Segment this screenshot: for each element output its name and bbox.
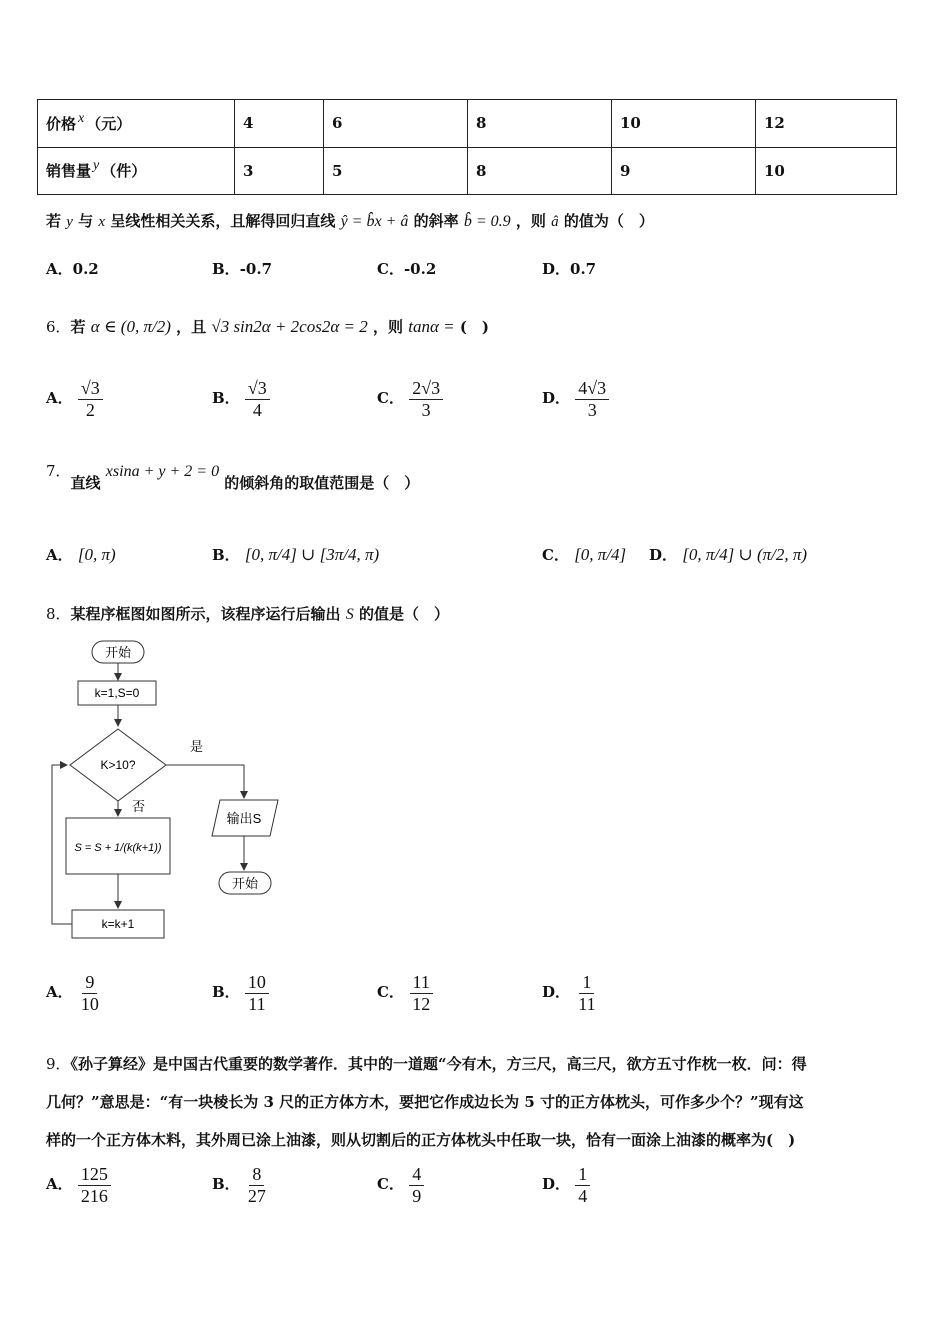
flow-no-label: 否: [132, 799, 146, 814]
row-header-sales: 销售量 y （件）: [38, 147, 235, 195]
table-cell: 8: [468, 147, 612, 195]
row-header-price: 价格 x （元）: [38, 100, 235, 148]
flow-start-label: 开始: [104, 645, 132, 660]
q9-option-b: B． $\frac{8}{27}$: [212, 1164, 266, 1206]
flow-yes-label: 是: [190, 739, 204, 754]
flow-increment-label: k=k+1: [101, 917, 135, 931]
table-cell: 12: [756, 100, 897, 148]
table-cell: 4: [235, 100, 324, 148]
flow-init-label: k=1,S=0: [94, 686, 140, 700]
q9-option-a: A． $\frac{125}{216}$: [46, 1164, 111, 1206]
table-cell: 10: [612, 100, 756, 148]
flow-decision-label: K>10?: [100, 758, 136, 772]
q7-stem: 7．直线 xsina + y + 2 = 0 的倾斜角的取值范围是（ ）: [46, 462, 420, 492]
table-cell: 5: [324, 147, 468, 195]
q9-stem: 9．《孙子算经》是中国古代重要的数学著作．其中的一道题“今有木，方三尺，高三尺，欲方五寸作枕一枚．问：得 几何？”意思是：“有一块棱长为 3 尺的正方体方木，要把它作成边长为 5 寸的正方体枕头，可作多少个？”现有这 样的一个正方体木料，其外周已涂上油漆，则从切割后的正方体枕头中任取一块，恰有一面涂上油漆的概率为( ): [46, 1055, 807, 1149]
flow-assign-label: S = S + 1/(k(k+1)): [74, 842, 162, 854]
q5-option-a: A．0.2: [46, 260, 99, 278]
q7-option-b: B． [0, π/4] ∪ [3π/4, π): [212, 545, 380, 564]
q5-option-c: C．-0.2: [377, 260, 437, 278]
q7-option-a: A． [0, π): [46, 545, 116, 564]
q8-option-c: C． $\frac{11}{12}$: [377, 972, 433, 1014]
q8-option-d: D． $\frac{1}{11}$: [542, 972, 596, 1014]
q6-option-d: D． $\frac{4√3}{3}$: [542, 378, 609, 420]
q5-stem: 若 y 与 x 呈线性相关关系，且解得回归直线 ŷ = b̂x + â 的斜率 b̂ = 0.9 ，则 â 的值为（ ）: [46, 212, 654, 230]
q7-option-d: D． [0, π/4] ∪ (π/2, π): [649, 545, 808, 564]
q5-option-b: B．-0.7: [212, 260, 273, 278]
q6-option-a: A． $\frac{√3}{2}$: [46, 378, 103, 420]
price-sales-table: [37, 99, 897, 195]
q8-stem: 8．某程序框图如图所示，该程序运行后输出 S 的值是（ ）: [46, 605, 450, 623]
q8-option-b: B． $\frac{10}{11}$: [212, 972, 269, 1014]
flow-end-label: 开始: [231, 876, 259, 891]
q9-option-d: D． $\frac{1}{4}$: [542, 1164, 590, 1206]
q9-option-c: C． $\frac{4}{9}$: [377, 1164, 424, 1206]
table-cell: 8: [468, 100, 612, 148]
table-cell: 10: [756, 147, 897, 195]
q6-option-c: C． $\frac{2√3}{3}$: [377, 378, 443, 420]
q7-option-c: C． [0, π/4]: [542, 545, 627, 564]
table-cell: 9: [612, 147, 756, 195]
table-row: [38, 147, 897, 195]
program-flowchart: [40, 635, 300, 945]
q6-option-b: B． $\frac{√3}{4}$: [212, 378, 270, 420]
table-cell: 3: [235, 147, 324, 195]
table-cell: 6: [324, 100, 468, 148]
flow-output-label: 输出S: [226, 811, 262, 826]
table-row: [38, 100, 897, 148]
q6-stem: 6．若 α ∈ (0, π/2) ，且 √3 sin2α + 2cos2α = 2 ，则 tanα = ( ): [46, 317, 490, 336]
q8-option-a: A． $\frac{9}{10}$: [46, 972, 99, 1014]
q5-option-d: D．0.7: [542, 260, 597, 278]
